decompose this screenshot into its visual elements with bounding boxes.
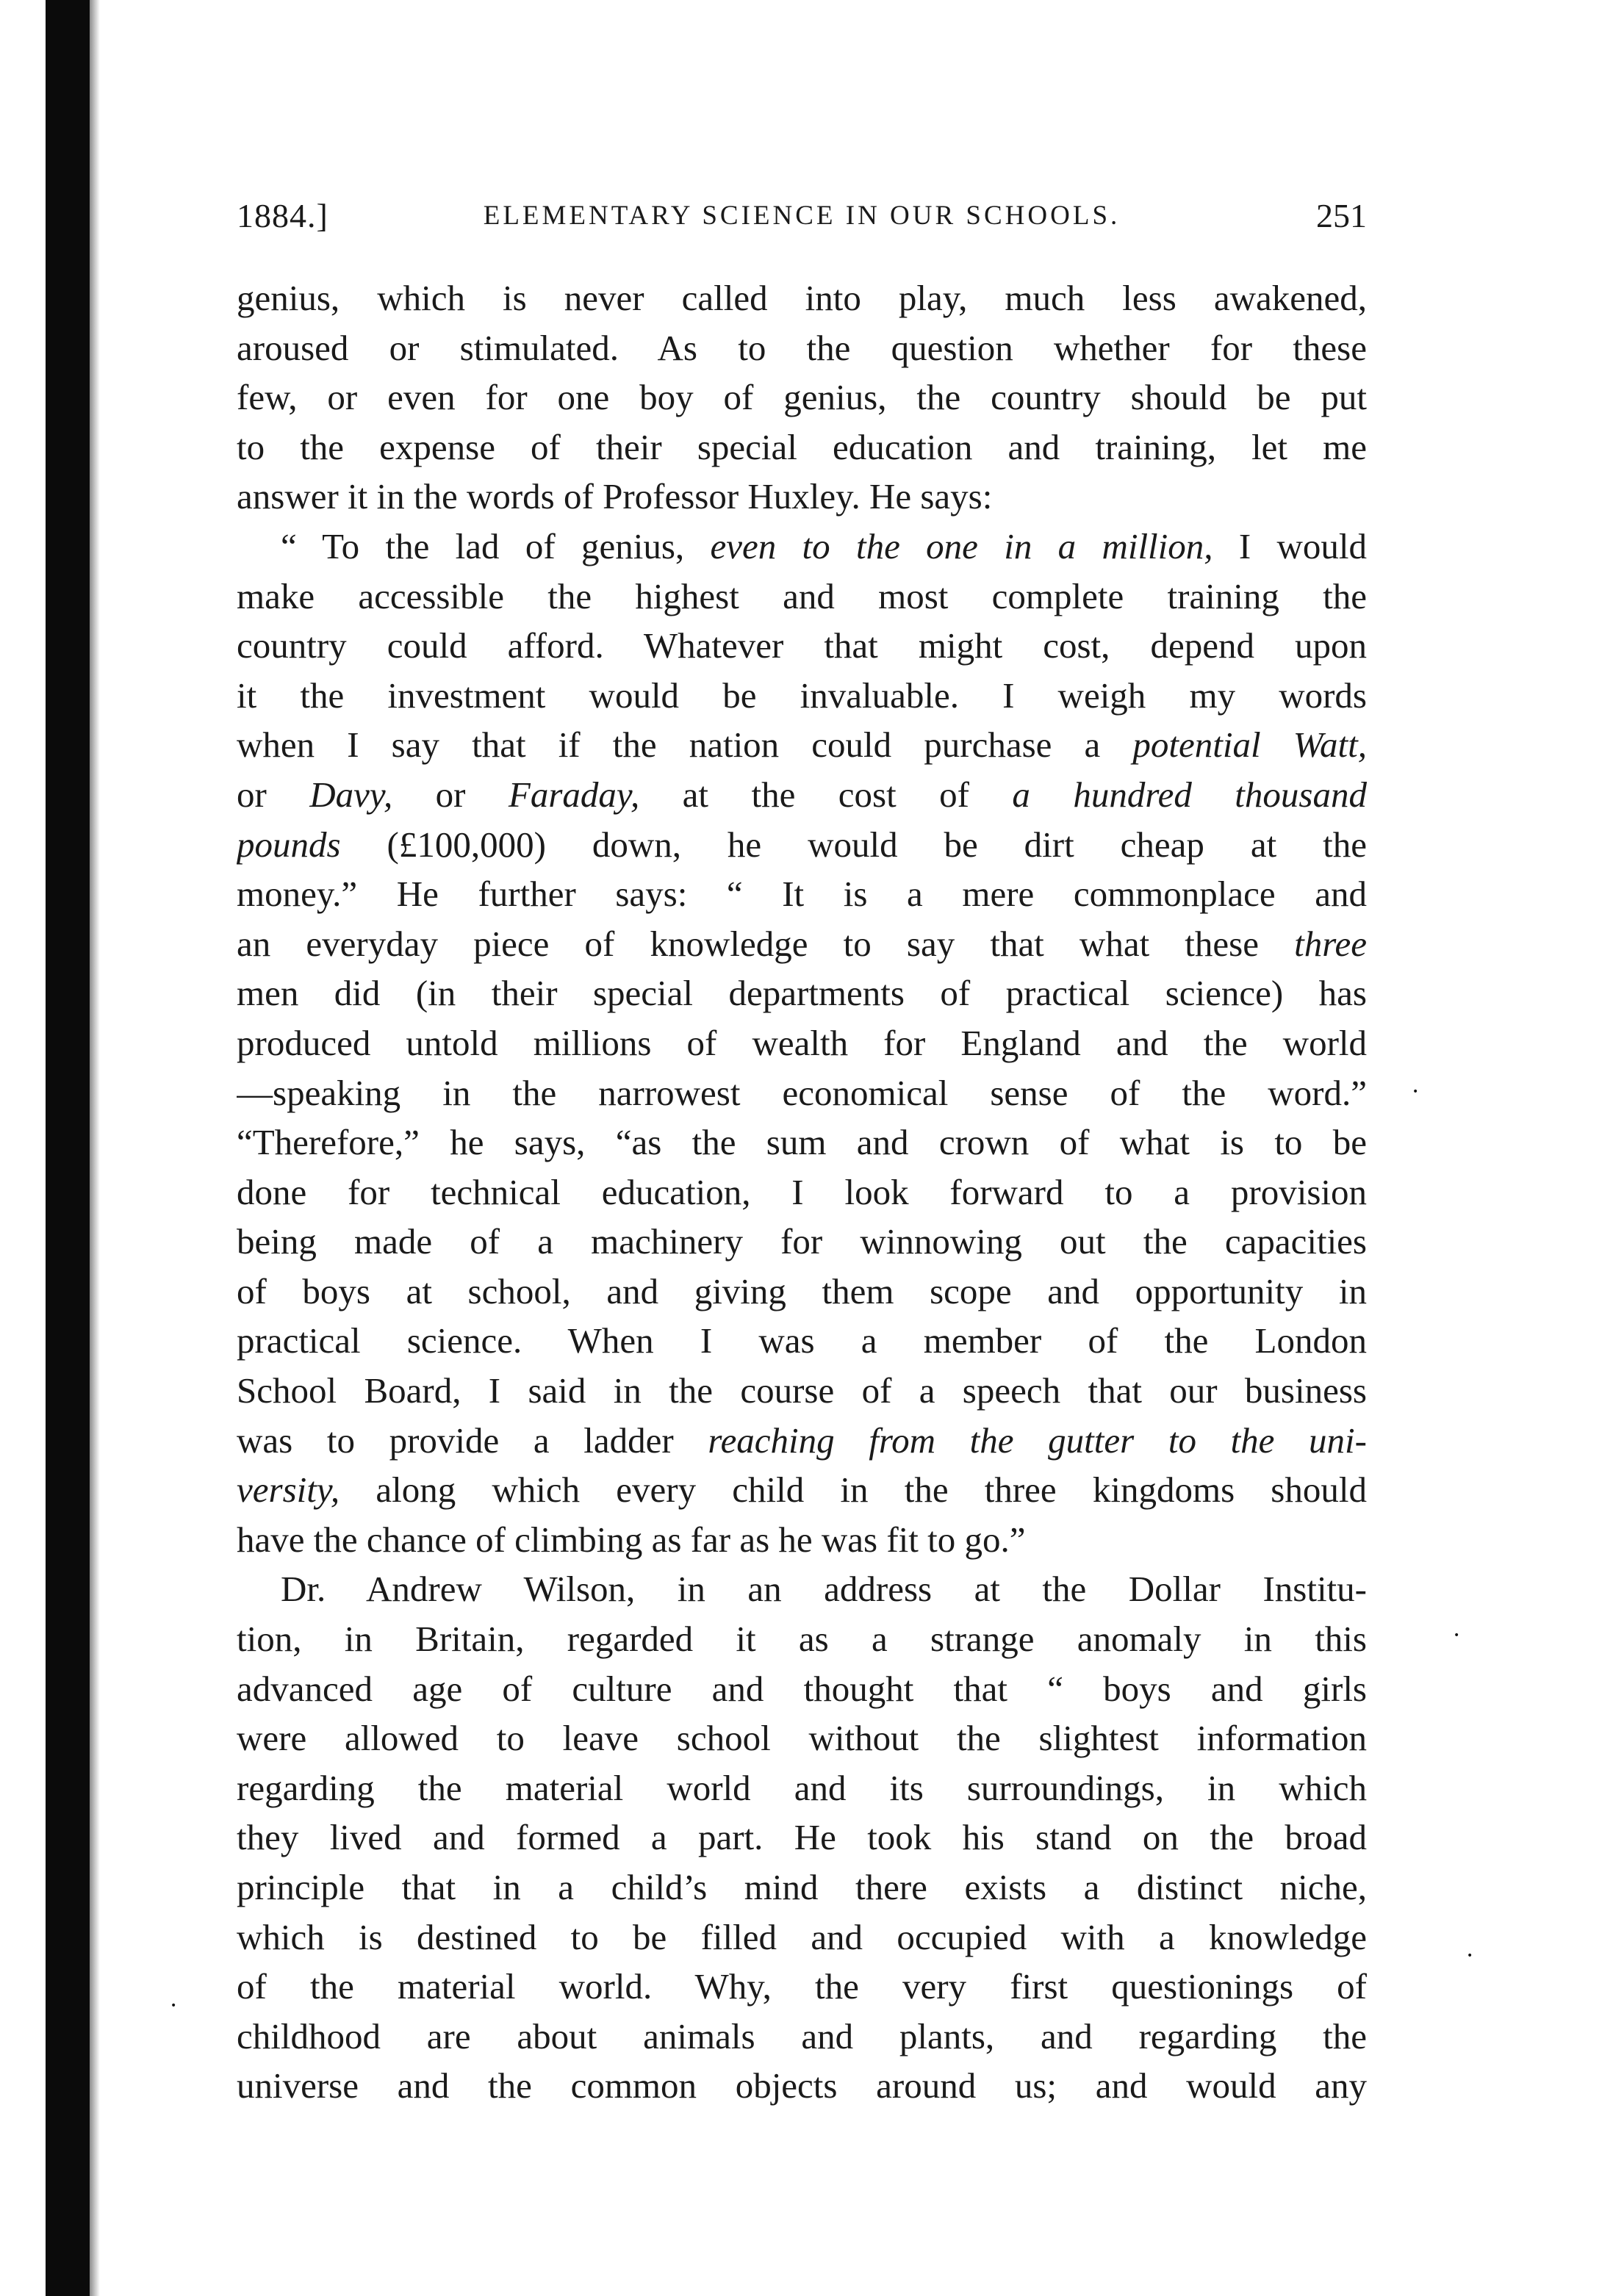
text-line: they lived and formed a part. He took his stand on the broad xyxy=(237,1817,1367,1858)
emphasis: three xyxy=(1294,923,1367,964)
header-year: 1884.] xyxy=(237,197,328,234)
text-line: School Board, I said in the course of a speech that our business xyxy=(237,1370,1367,1411)
text-line: done for technical education, I look forward to a provision xyxy=(237,1171,1367,1212)
header-title: ELEMENTARY SCIENCE IN OUR SCHOOLS. xyxy=(483,201,1121,231)
text-line: were allowed to leave school without the slightest information xyxy=(237,1718,1367,1759)
text-line: universe and the common objects around us; and would any xyxy=(237,2065,1367,2106)
text-line: few, or even for one boy of genius, the country should be put xyxy=(237,377,1367,418)
text-line: which is destined to be filled and occupied with a knowledge xyxy=(237,1916,1367,1957)
text-run: or xyxy=(392,774,509,815)
paragraph-wilson xyxy=(237,1564,1367,2111)
text-line xyxy=(237,919,1367,969)
text-line: make accessible the highest and most complete training the xyxy=(237,575,1367,616)
scan-speck: • xyxy=(170,2000,177,2012)
text-line: money.” He further says: “ It is a mere commonplace and xyxy=(237,874,1367,915)
text-line: answer it in the words of Professor Huxley. He says: xyxy=(237,476,993,517)
paragraph-huxley-quote xyxy=(237,522,1367,1564)
text-line: childhood are about animals and plants, and regarding the xyxy=(237,2015,1367,2056)
text-line: “Therefore,” he says, “as the sum and crown of what is to be xyxy=(237,1122,1367,1163)
scan-speck: • xyxy=(1467,1950,1473,1962)
text-line: practical science. When I was a member of the London xyxy=(237,1320,1367,1361)
emphasis: Faraday, xyxy=(508,774,640,815)
text-line: principle that in a child’s mind there exists a distinct niche, xyxy=(237,1867,1367,1907)
text-line xyxy=(237,522,1367,572)
text-run: at the cost of xyxy=(639,774,1013,815)
emphasis: Davy, xyxy=(309,774,393,815)
text-line: advanced age of culture and thought that “ boys and girls xyxy=(237,1668,1367,1709)
text-line: it the investment would be invaluable. I weigh my words xyxy=(237,674,1367,716)
scan-speck: • xyxy=(1412,1086,1419,1098)
text-line xyxy=(237,770,1367,820)
text-line xyxy=(237,1465,1367,1515)
running-header xyxy=(237,192,1367,240)
emphasis: reaching from the gutter to the uni- xyxy=(708,1419,1367,1461)
emphasis: pounds xyxy=(237,824,341,865)
book-binding-edge xyxy=(46,0,90,2296)
text-line: aroused or stimulated. As to the question whether for these xyxy=(237,327,1367,368)
paragraph-genius-intro xyxy=(237,273,1367,522)
emphasis: even to the one in a million, xyxy=(710,525,1213,566)
text-line xyxy=(237,1416,1367,1466)
text-run: along which every child in the three kingdoms should xyxy=(340,1469,1367,1511)
text-line: —speaking in the narrowest economical sense of the word.” xyxy=(237,1072,1367,1113)
text-line: produced untold millions of wealth for England and the world xyxy=(237,1022,1367,1063)
text-run: I would xyxy=(1213,525,1367,566)
text-line: of boys at school, and giving them scope and opportunity in xyxy=(237,1270,1367,1311)
text-line: regarding the material world and its surroundings, in which xyxy=(237,1767,1367,1808)
text-line xyxy=(237,820,1367,870)
text-line: being made of a machinery for winnowing out the capacities xyxy=(237,1221,1367,1262)
emphasis: versity, xyxy=(237,1469,340,1511)
scan-speck: • xyxy=(1454,1630,1460,1641)
text-line: to the expense of their special education and training, let me xyxy=(237,426,1367,467)
text-line: country could afford. Whatever that might cost, depend upon xyxy=(237,625,1367,666)
text-line: Dr. Andrew Wilson, in an address at the Dollar Institu- xyxy=(281,1569,1367,1610)
text-line: tion, in Britain, regarded it as a strange anomaly in this xyxy=(237,1619,1367,1660)
text-line: have the chance of climbing as far as he was fit to go.” xyxy=(237,1519,1026,1560)
text-run: was to provide a ladder xyxy=(237,1419,708,1461)
page-number: 251 xyxy=(1316,197,1367,234)
text-line xyxy=(237,720,1367,770)
text-run: an everyday piece of knowledge to say that what these xyxy=(237,923,1295,964)
text-run: (£100,000) down, he would be dirt cheap at the xyxy=(340,824,1367,865)
emphasis: potential Watt, xyxy=(1132,724,1367,766)
emphasis: a hundred thousand xyxy=(1012,774,1367,815)
text-run: or xyxy=(237,774,310,815)
article-body xyxy=(237,273,1367,2162)
text-run: when I say that if the nation could purchase a xyxy=(237,724,1133,766)
text-run: “ To the lad of genius, xyxy=(281,525,711,566)
text-line: men did (in their special departments of practical science) has xyxy=(237,973,1367,1014)
text-line: of the material world. Why, the very first questionings of xyxy=(237,1966,1367,2007)
text-line: genius, which is never called into play, much less awakened, xyxy=(237,278,1367,318)
